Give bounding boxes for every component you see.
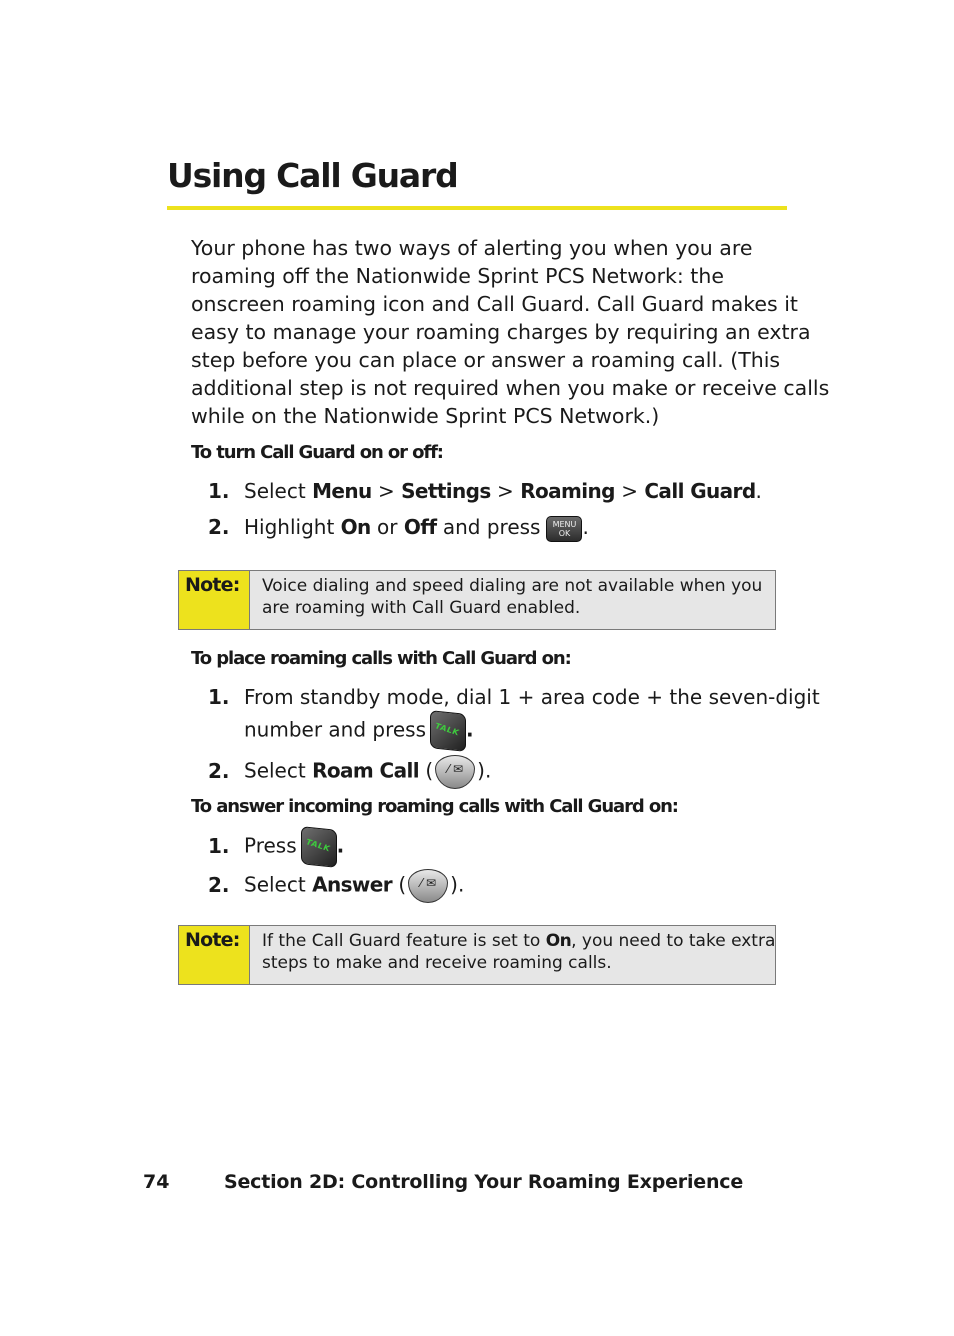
- step-item: [208, 479, 762, 503]
- step-text: From standby mode, dial 1 + area code + the seven-digit: [244, 685, 820, 709]
- step-text: Press: [244, 833, 297, 858]
- key-label: OK: [558, 528, 571, 538]
- step-text: .: [466, 717, 474, 742]
- step-text: number and press: [244, 717, 427, 742]
- step-number: 2.: [208, 872, 230, 897]
- step-item: [208, 869, 464, 903]
- intro-line: Your phone has two ways of alerting you when you are: [191, 236, 753, 260]
- step-item: [208, 685, 820, 709]
- option-term: On: [545, 931, 572, 951]
- step-item: [208, 755, 491, 789]
- option-term: On: [340, 515, 371, 539]
- step-text: (: [392, 872, 407, 897]
- menu-ok-key-icon: [546, 516, 582, 542]
- step-number: 2.: [208, 515, 230, 539]
- note-text: [262, 575, 762, 619]
- note-box: [178, 925, 776, 985]
- note-line: are roaming with Call Guard enabled.: [262, 598, 581, 618]
- step-text: or: [370, 515, 404, 539]
- menu-term: Call Guard: [644, 479, 756, 503]
- note-fragment: , you need to take extra: [571, 931, 776, 951]
- key-label: MENU: [552, 519, 577, 529]
- subheading-place-roaming-calls: To place roaming calls with Call Guard on:: [191, 648, 571, 669]
- menu-term: Menu: [312, 479, 372, 503]
- separator: >: [614, 479, 645, 503]
- intro-line: easy to manage your roaming charges by requiring an extra: [191, 320, 811, 344]
- intro-paragraph: [191, 234, 830, 430]
- step-continuation: [244, 712, 473, 750]
- menu-term: Roaming: [520, 479, 615, 503]
- step-text: (: [419, 758, 434, 783]
- note-label: Note:: [179, 571, 250, 629]
- key-label: ⁄ ✉: [447, 762, 464, 776]
- title-underline: [167, 206, 787, 210]
- step-text: .: [582, 515, 589, 539]
- step-number: 2.: [208, 758, 230, 783]
- menu-term: Settings: [401, 479, 491, 503]
- step-text: .: [755, 479, 762, 503]
- note-line: steps to make and receive roaming calls.: [262, 953, 612, 973]
- step-number: 1.: [208, 479, 230, 503]
- step-text: .: [336, 833, 344, 858]
- step-number: 1.: [208, 685, 230, 709]
- step-text: Select: [244, 758, 313, 783]
- softkey-term: Roam Call: [312, 758, 419, 783]
- page-number: 74: [143, 1171, 170, 1193]
- left-softkey-icon: [408, 869, 448, 903]
- subheading-answer-roaming-calls: To answer incoming roaming calls with Call Guard on:: [191, 796, 678, 817]
- key-label: TALK: [304, 837, 331, 854]
- note-text: [262, 930, 776, 974]
- note-label: Note:: [179, 926, 250, 984]
- step-text: Highlight: [244, 515, 341, 539]
- intro-line: step before you can place or answer a roaming call. (This: [191, 348, 781, 372]
- key-label: TALK: [434, 721, 461, 738]
- step-item: [208, 515, 589, 542]
- intro-line: roaming off the Nationwide Sprint PCS Network: the: [191, 264, 724, 288]
- note-line: Voice dialing and speed dialing are not available when you: [262, 576, 763, 596]
- softkey-term: Answer: [312, 872, 392, 897]
- separator: >: [490, 479, 521, 503]
- talk-key-icon: [301, 826, 337, 868]
- intro-line: additional step is not required when you make or receive calls: [191, 376, 830, 400]
- intro-line: while on the Nationwide Sprint PCS Network.): [191, 404, 660, 428]
- subheading-turn-call-guard: To turn Call Guard on or off:: [191, 442, 443, 463]
- left-softkey-icon: [435, 755, 475, 789]
- option-term: Off: [403, 515, 437, 539]
- step-number: 1.: [208, 833, 230, 858]
- talk-key-icon: [430, 710, 466, 752]
- key-label: ⁄ ✉: [420, 876, 437, 890]
- step-text: Select: [244, 479, 313, 503]
- note-fragment: If the Call Guard feature is set to: [262, 931, 546, 951]
- separator: >: [371, 479, 402, 503]
- note-box: [178, 570, 776, 630]
- step-text: Select: [244, 872, 313, 897]
- note-line: [262, 930, 776, 952]
- step-item: [208, 828, 344, 866]
- page-title: Using Call Guard: [167, 156, 458, 195]
- step-text: and press: [436, 515, 541, 539]
- footer-section-title: Section 2D: Controlling Your Roaming Experience: [224, 1171, 744, 1193]
- step-text: ).: [477, 758, 492, 783]
- intro-line: onscreen roaming icon and Call Guard. Call Guard makes it: [191, 292, 798, 316]
- step-text: ).: [450, 872, 465, 897]
